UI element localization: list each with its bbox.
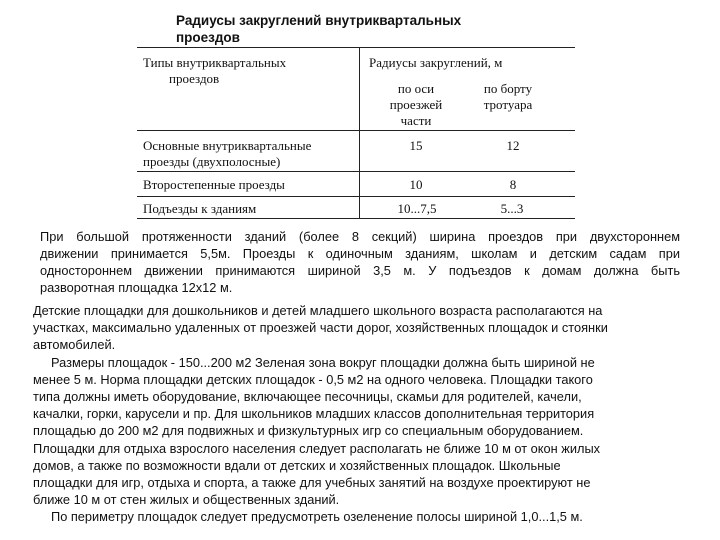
paragraph-line: ближе 10 м от стен жилых и общественных зданий. (33, 492, 340, 508)
row-line: проезды (двухполосные) (143, 154, 281, 169)
table-cell-axis: 15 (409, 138, 423, 153)
subheader-line: тротуара (483, 97, 533, 112)
table-cell-curb: 8 (509, 177, 517, 192)
table-divider (137, 171, 575, 172)
header-radii: Радиусы закруглений, м (369, 55, 503, 70)
paragraph-playgrounds (33, 302, 683, 526)
subheader-line: по борту (483, 81, 533, 96)
paragraph-line: площадки для игр, отдыха и спорта, а также для учебных занятий на воздухе проектируют не (33, 475, 591, 491)
header-line: Типы внутриквартальных (143, 55, 287, 70)
table-cell-curb: 5...3 (500, 201, 524, 216)
paragraph-line: менее 5 м. Норма площадки детских площадок - 0,5 м2 на одного человека. Площадки такого (33, 371, 593, 387)
table-cell-axis: 10...7,5 (397, 201, 437, 216)
table-row-type: Подъезды к зданиям (143, 201, 257, 216)
title-line: проездов (176, 30, 240, 45)
header-type (143, 55, 353, 87)
paragraph-line: одностороннем движении принимаются шириной 3,5 м. У подъездов к домам должна быть (40, 263, 680, 278)
paragraph-line: Детские площадки для дошкольников и детей младшего школьного возраста располагаются на (33, 303, 603, 318)
paragraph-line: разворотная площадка 12х12 м. (40, 280, 233, 295)
table-row-type (143, 138, 357, 170)
paragraph-line: При большой протяженности зданий (более 8 секций) ширина проездов при двухстороннем (40, 229, 680, 244)
rounding-radii-table (137, 47, 575, 219)
table-divider (359, 48, 360, 218)
subheader-line: по оси (397, 81, 435, 96)
subheader-curb (463, 81, 553, 113)
document-title (176, 12, 506, 46)
paragraph-line: типа должны иметь оборудование, включающее песочницы, скамьи для родителей, качели, (33, 389, 582, 405)
paragraph-line: автомобилей. (33, 337, 116, 353)
subheader-line: части (400, 113, 432, 128)
table-divider (137, 196, 575, 197)
table-divider (137, 130, 575, 131)
paragraph-line: Площадки для отдыха взрослого населения следует располагать не ближе 10 м от окон жилых (33, 440, 601, 456)
paragraph-line: домов, а также по возможности вдали от детских и хозяйственных площадок. Школьные (33, 457, 561, 473)
paragraph-line: Размеры площадок - 150...200 м2 Зеленая зона вокруг площадки должна быть шириной не (51, 354, 595, 370)
row-line: Основные внутриквартальные (143, 138, 312, 153)
paragraph-driveways (40, 228, 680, 296)
header-line: проездов (169, 71, 220, 86)
subheader-line: проезжей (389, 97, 443, 112)
subheader-axis (375, 81, 457, 129)
paragraph-line: участках, максимально удаленных от проезжей части дорог, хозяйственных площадок и стоянки (33, 320, 608, 336)
table-row-type: Второстепенные проезды (143, 177, 285, 192)
title-line: Радиусы закруглений внутриквартальных (176, 13, 462, 28)
paragraph-line: движении принимается 5,5м. Проезды к одиночным зданиям, школам и детским садам при (40, 246, 680, 261)
paragraph-line: качалки, горки, карусели и пр. Для школьников младших классов дополнительная территория (33, 406, 595, 422)
paragraph-line: площадью до 200 м2 для подвижных и физкультурных игр со специальным оборудованием. (33, 423, 584, 439)
table-cell-curb: 12 (506, 138, 520, 153)
table-cell-axis: 10 (409, 177, 423, 192)
paragraph-line: По периметру площадок следует предусмотреть озеленение полосы шириной 1,0...1,5 м. (51, 509, 583, 525)
